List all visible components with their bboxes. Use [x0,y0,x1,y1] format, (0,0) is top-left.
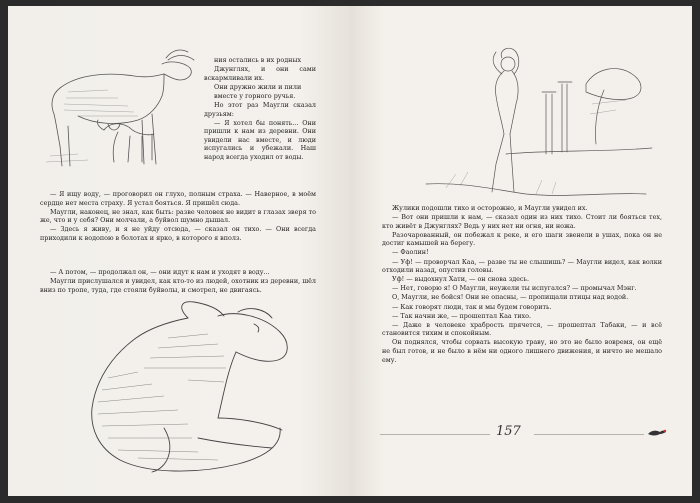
paragraph: — Здесь я живу, и я не уйду отсюда, — сказал он тихо. — Они всегда приходили к водопою в болотах и ярко, в которого я вполз. [40,225,316,242]
paragraph: Маугли, наконец, не знал, как быть: разве человек не видит в глазах зверя то же, что и у себя? Они молчали, а буйвол шумно дышал. [40,207,316,225]
paragraph: Жулики подошли тихо и осторожно, и Маугли увидел их. [392,204,588,212]
bird-icon [646,426,668,438]
buffalo-illustration [68,298,298,478]
boy-landscape-illustration [386,34,656,204]
text-line: Но этот раз Маугли сказал друзьям: [204,100,316,118]
footer-rule-left [380,434,490,435]
footer-rule-right [534,434,644,435]
page-number: 157 [496,424,521,439]
paragraph: — Так начни же, — прошептал Каа тихо. [392,311,532,320]
text-line: вместе у горного ручья. [214,91,296,100]
paragraph: — А потом, — продолжал он, — они идут к нам и уходят в воду... [50,268,270,276]
paragraph: — Фаолин! [392,248,429,257]
left-bottom-text-block [40,268,316,295]
right-text-block [382,204,662,365]
text-line: Они дружно жили и пили [214,82,302,91]
paragraph: Маугли прислушался и увидел, как кто-то из людей, охотник из деревни, шёл вниз по тропе, туда, где стояли буйволы, и смотрел, не двигаясь. [40,277,316,294]
paragraph: — Нет, говорю я! О Маугли, неужели ты испугался? — промычал Мэнг. [392,284,637,293]
paragraph: — Уф! — проворчал Каа, — разве ты не слышишь? — Маугли видел, как волки отходили назад, опустив головы. [382,257,662,275]
paragraph: — Я ищу воду, — проговорил он глухо, полным страха. — Наверное, в моём сердце нет места страху. Я устал бояться. Я пришёл сюда. [40,190,316,207]
left-top-text-block [204,56,316,162]
paragraph: — Вот они пришли к нам, — сказал один из них тихо. Стоит ли бояться тех, кто живёт в Джунглях? Ведь у них нет ни огня, ни ножа. [382,213,662,230]
left-mid-text-block [40,190,316,243]
paragraph: Разочарованный, он побежал к реке, и его шаги звенели в ушах, пока он не достиг камышей на берегу. [382,230,662,248]
paragraph: О, Маугли, не бойся! Они не опасны, — пропищали птицы над водой. [392,293,629,302]
paragraph: Он поднялся, чтобы сорвать высокую траву, но это не было вовремя, он ещё не был готов, и не было в нём ни одного лишнего движения, и ничто не мешало ему. [382,338,662,364]
paragraph: — Даже в человеке храбрость прячется, — прошептал Табаки, — и всё становится тихим и спокойным. [382,320,662,338]
paragraph: Уф! — выдохнул Хати, — он снова здесь. [392,275,530,284]
text-line: — Я хотел бы понять... Они пришли к нам из деревни. Они увидели нас вместе, и люди испугались и убежали. Наш народ всегда уходил от воды. [204,118,316,162]
text-line: Джунглях, и они сами вскармливали их. [204,65,316,82]
left-page [8,6,350,496]
goat-illustration [38,46,208,176]
book-spread [8,6,692,496]
text-line: ния остались в их родных [214,56,302,64]
right-page [350,6,692,496]
paragraph: — Как говорят люди, так и мы будем говорить. [392,302,552,311]
